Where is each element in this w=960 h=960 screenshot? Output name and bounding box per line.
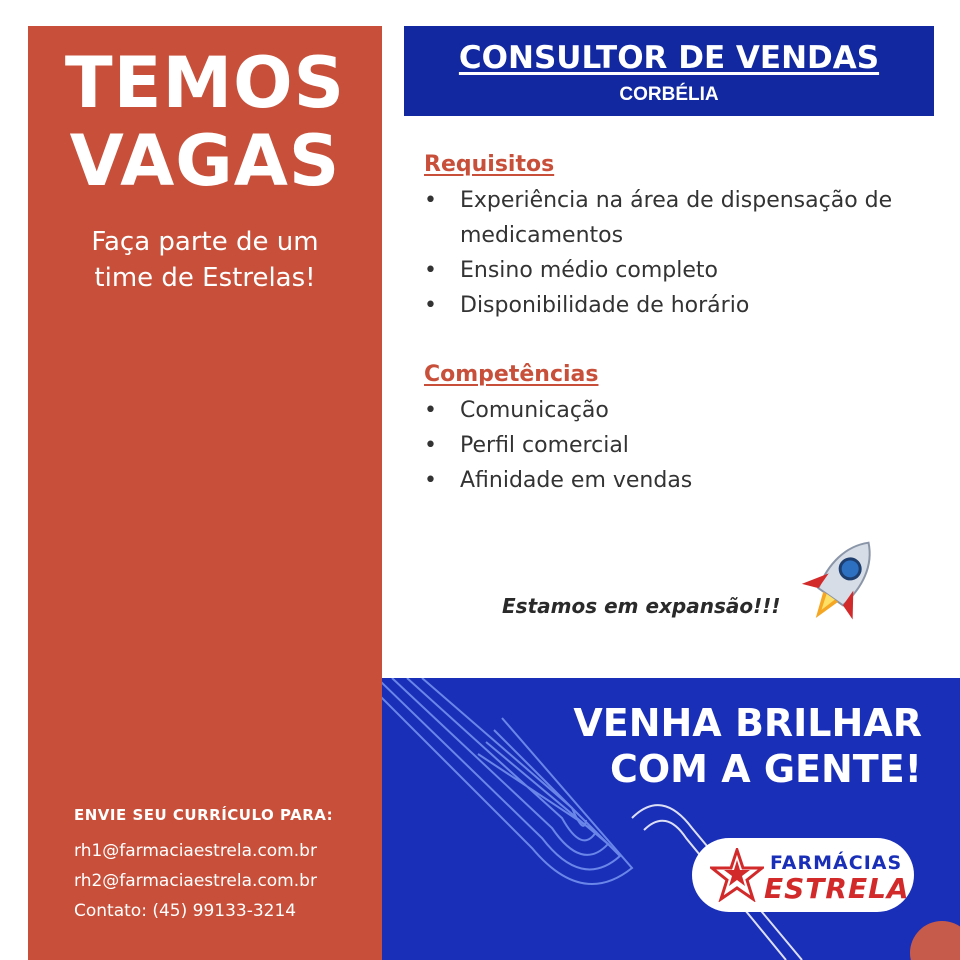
list-item	[424, 428, 924, 463]
brand-logo-line2: ESTRELA	[764, 872, 910, 905]
bullet-icon: •	[424, 188, 437, 213]
list-item	[424, 288, 924, 323]
requirement-text: Disponibilidade de horário	[460, 293, 750, 318]
bullet-icon: •	[424, 433, 437, 458]
competencies-title: Competências	[424, 362, 599, 387]
bullet-icon: •	[424, 258, 437, 283]
slogan	[573, 700, 922, 792]
requirement-text: Experiência na área de dispensação de medicamentos	[460, 188, 893, 248]
list-item	[424, 183, 924, 253]
competencies-list	[424, 393, 924, 498]
hero-subtitle-line2: time de Estrelas!	[94, 263, 316, 293]
star-logo-icon	[710, 848, 764, 902]
slogan-line2: COM A GENTE!	[609, 747, 922, 791]
hero-subtitle-line1: Faça parte de um	[91, 227, 319, 257]
requirements-list	[424, 183, 924, 323]
bullet-icon: •	[424, 293, 437, 318]
bottom-banner	[382, 678, 960, 960]
brand-logo-line1: FARMÁCIAS	[770, 852, 903, 874]
hero-subtitle	[28, 224, 382, 296]
contact-block	[74, 806, 333, 926]
left-panel	[28, 26, 382, 960]
list-item	[424, 253, 924, 288]
slogan-line1: VENHA BRILHAR	[573, 701, 922, 745]
hero-title-line1: TEMOS	[64, 42, 346, 124]
requirements-title: Requisitos	[424, 152, 555, 177]
rocket-icon	[796, 530, 886, 634]
contact-phone[interactable]: Contato: (45) 99133-3214	[74, 901, 297, 921]
expansion-text: Estamos em expansão!!!	[502, 594, 781, 618]
job-city: CORBÉLIA	[619, 84, 719, 105]
requirements-section	[424, 152, 924, 323]
contact-email-2[interactable]: rh2@farmaciaestrela.com.br	[74, 871, 317, 891]
brand-logo	[692, 838, 914, 912]
hero-title-line2: VAGAS	[69, 120, 341, 202]
competencies-section	[424, 362, 924, 498]
competency-text: Perfil comercial	[460, 433, 629, 458]
job-title: CONSULTOR DE VENDAS	[458, 40, 880, 76]
competency-text: Comunicação	[460, 398, 609, 423]
contact-email-1[interactable]: rh1@farmaciaestrela.com.br	[74, 841, 317, 861]
job-header	[404, 26, 934, 116]
list-item	[424, 393, 924, 428]
bullet-icon: •	[424, 398, 437, 423]
competency-text: Afinidade em vendas	[460, 468, 693, 493]
hero-title	[28, 44, 382, 200]
requirement-text: Ensino médio completo	[460, 258, 718, 283]
bullet-icon: •	[424, 468, 437, 493]
contact-heading: ENVIE SEU CURRÍCULO PARA:	[74, 806, 334, 824]
list-item	[424, 463, 924, 498]
